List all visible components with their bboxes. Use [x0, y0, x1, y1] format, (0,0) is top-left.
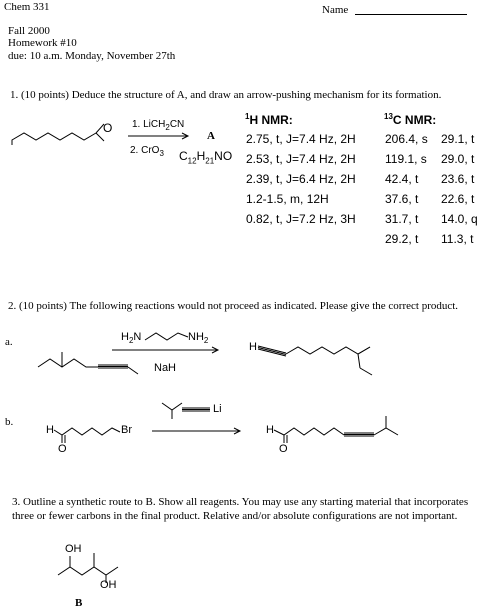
h-nmr-peak: 0.82, t, J=7.2 Hz, 3H [246, 212, 356, 226]
h-nmr-peak: 2.75, t, J=7.4 Hz, 2H [246, 132, 356, 146]
due-date-label: due: 10 a.m. Monday, November 27th [8, 50, 176, 62]
course-title: Chem 331 [4, 1, 50, 13]
product-a-formula: $C_{12}H_{21}NO$ [179, 149, 233, 166]
part-b-product [274, 416, 398, 443]
compound-b-label: B [75, 597, 83, 609]
diamine-reagent-structure [145, 333, 188, 340]
c-nmr-peak: 31.7, t [385, 212, 419, 226]
part-a-product-h: H [249, 341, 257, 353]
epoxide-oxygen-label: O [103, 121, 113, 135]
diamine-reagent-left: $H_2N$ [121, 331, 142, 346]
question-3-prompt-line-2: three or fewer carbons in the final product. Relative and/or absolute configurations are not important. [12, 510, 458, 522]
diamine-reagent-right: $NH_2$ [188, 331, 209, 346]
part-b-start-br: Br [121, 424, 132, 436]
reagent-2-label: 2. CrO$_3$ [130, 145, 164, 158]
question-2-prompt: 2. (10 points) The following reactions would not proceed as indicated. Please give the correct product. [8, 300, 459, 312]
reaction-arrow-2b [152, 428, 240, 434]
c-nmr-peak: 37.6, t [385, 192, 419, 206]
homework-label: Homework #10 [8, 37, 77, 49]
name-label: Name [322, 4, 349, 16]
c-nmr-peak: 22.6, t [441, 192, 475, 206]
c-nmr-peak: 42.4, t [385, 172, 419, 186]
reagent-1-label: 1. LiCH$_2$CN [132, 119, 185, 132]
c-nmr-peak: 29.1, t [441, 132, 475, 146]
h-nmr-peak: 1.2-1.5, m, 12H [246, 192, 329, 206]
nah-reagent-label: NaH [154, 362, 177, 374]
part-a-product [258, 346, 372, 375]
c-nmr-peak: 14.0, q [441, 212, 478, 226]
part-b-product-h: H [266, 424, 274, 436]
c-nmr-peak: 23.6, t [441, 172, 475, 186]
c-nmr-peak: 206.4, s [385, 132, 428, 146]
c-nmr-peak: 29.2, t [385, 232, 419, 246]
part-b-reagent-li: Li [213, 403, 222, 415]
c-nmr-peak: 11.3, t [441, 232, 474, 246]
part-a-starting-material [38, 352, 138, 374]
term-label: Fall 2000 [8, 25, 50, 37]
part-b-label: b. [5, 416, 14, 428]
h-nmr-peak: 2.53, t, J=7.4 Hz, 2H [246, 152, 356, 166]
c-nmr-title: $^{13}$C NMR: [384, 112, 437, 127]
part-b-start-h: H [46, 424, 54, 436]
reaction-arrow-q1 [128, 133, 188, 139]
c-nmr-peak: 119.1, s [385, 152, 427, 166]
h-nmr-title: $^1$H NMR: [245, 112, 293, 127]
hydroxyl-top-label: OH [65, 543, 82, 555]
reaction-arrow-2a [112, 347, 218, 353]
question-3-prompt-line-1: 3. Outline a synthetic route to B. Show all reagents. You may use any starting material that incorporates [12, 496, 469, 508]
part-b-product-o: O [279, 443, 288, 455]
product-a-label: A [207, 130, 215, 142]
part-b-reagent-structure [162, 403, 210, 419]
part-b-starting-material [54, 428, 120, 443]
part-b-start-o: O [58, 443, 67, 455]
hydroxyl-bottom-label: OH [100, 579, 117, 591]
h-nmr-peak: 2.39, t, J=6.4 Hz, 2H [246, 172, 356, 186]
part-a-label: a. [5, 336, 13, 348]
epoxide-starting-material [12, 124, 104, 145]
compound-b-structure [58, 553, 118, 583]
question-1-prompt: 1. (10 points) Deduce the structure of A, and draw an arrow-pushing mechanism for its formation. [10, 89, 442, 101]
c-nmr-peak: 29.0, t [441, 152, 475, 166]
